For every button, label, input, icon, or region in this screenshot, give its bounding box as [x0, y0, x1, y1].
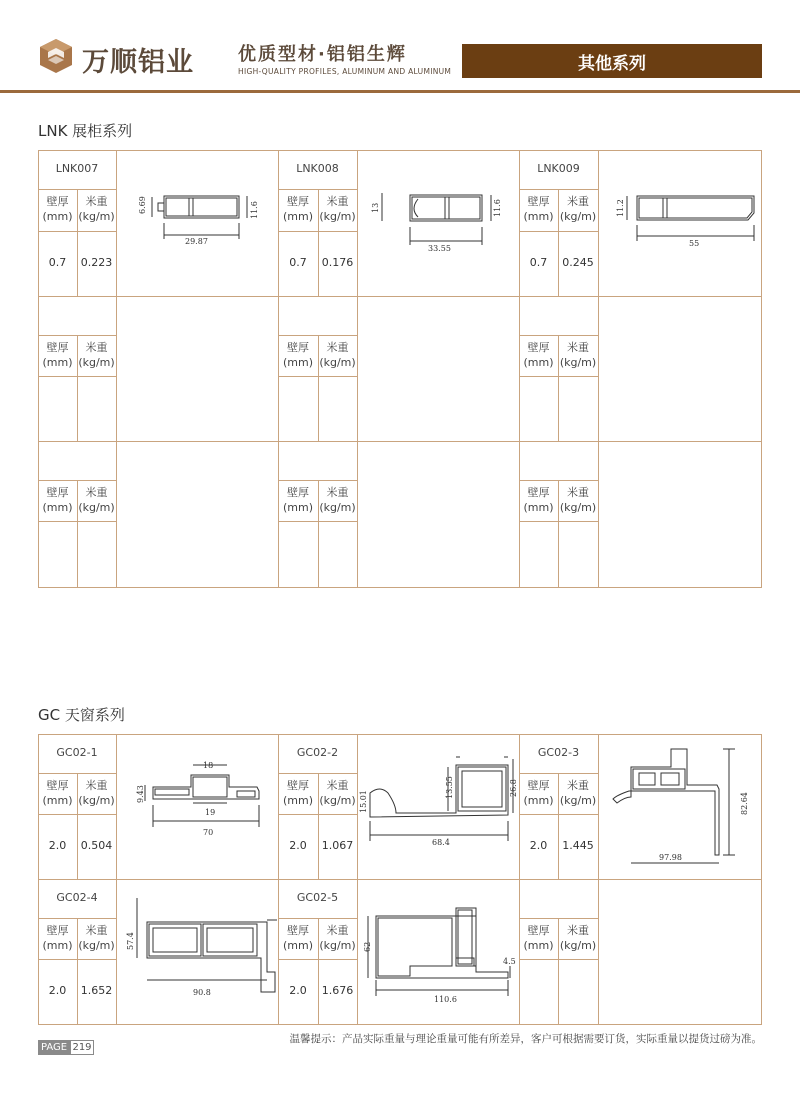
series-banner: 其他系列	[462, 44, 762, 78]
dimension-label: 13.55	[445, 776, 454, 799]
product-code: LNK008	[296, 162, 339, 176]
dimension-label: 57.4	[126, 932, 135, 950]
weight-header: 米重 (kg/m)	[78, 340, 115, 369]
thickness-header: 壁厚 (mm)	[42, 778, 73, 807]
gc02-5-profile-drawing	[358, 880, 519, 1024]
brand-logo-icon	[38, 38, 74, 74]
weight-header: 米重 (kg/m)	[559, 923, 597, 952]
dimension-label: 11.6	[493, 199, 502, 217]
thickness-header: 壁厚 (mm)	[282, 340, 313, 369]
gc02-3-profile-drawing	[599, 735, 761, 879]
weight-header: 米重 (kg/m)	[78, 923, 115, 952]
dimension-label: 70	[203, 828, 214, 837]
weight-header: 米重 (kg/m)	[559, 340, 597, 369]
footer-note: 温馨提示：产品实际重量与理论重量可能有所差异，客户可根据需要订货，实际重量以提货过磅为准。	[289, 1033, 762, 1045]
page-number: 219	[70, 1040, 94, 1055]
dimension-label: 19	[205, 808, 216, 817]
product-code: GC02-5	[296, 891, 339, 905]
product-code: LNK007	[55, 162, 99, 176]
lnk009-profile-drawing	[599, 151, 761, 296]
lnk007-profile-drawing	[117, 151, 278, 296]
weight-value: 0.176	[321, 256, 354, 270]
weight-value: 1.445	[562, 839, 594, 853]
thickness-header: 壁厚 (mm)	[523, 923, 554, 952]
weight-header: 米重 (kg/m)	[78, 195, 115, 223]
gc02-1-profile-drawing	[117, 735, 278, 879]
product-code: GC02-2	[296, 746, 339, 760]
dimension-label: 29.87	[185, 237, 208, 246]
thickness-value: 2.0	[289, 984, 307, 998]
dimension-label: 97.98	[659, 853, 682, 862]
thickness-value: 0.7	[48, 256, 67, 270]
thickness-header: 壁厚 (mm)	[523, 485, 554, 514]
dimension-label: 68.4	[432, 838, 450, 847]
dimension-label: 11.6	[250, 201, 259, 219]
dimension-label: 33.55	[428, 244, 451, 253]
dimension-label: 4.5	[503, 957, 516, 966]
thickness-header: 壁厚 (mm)	[523, 195, 554, 223]
product-code: GC02-3	[537, 746, 580, 760]
thickness-header: 壁厚 (mm)	[42, 485, 73, 514]
weight-value: 0.245	[562, 256, 594, 270]
weight-header: 米重 (kg/m)	[78, 778, 115, 807]
weight-value: 1.067	[321, 839, 354, 853]
thickness-header: 壁厚 (mm)	[42, 195, 73, 223]
dimension-label: 110.6	[434, 995, 457, 1004]
gc02-4-profile-drawing	[117, 880, 278, 1024]
dimension-label: 11.2	[616, 199, 625, 217]
page-label: PAGE	[38, 1040, 70, 1055]
product-code: LNK009	[537, 162, 580, 176]
weight-header: 米重 (kg/m)	[319, 485, 356, 514]
thickness-header: 壁厚 (mm)	[282, 195, 313, 223]
dimension-label: 6.69	[138, 196, 147, 214]
product-code: GC02-4	[56, 891, 98, 905]
dimension-label: 82.64	[740, 792, 749, 815]
thickness-header: 壁厚 (mm)	[42, 923, 73, 952]
dimension-label: 62	[363, 941, 372, 952]
dimension-label: 15.01	[359, 790, 368, 813]
weight-header: 米重 (kg/m)	[319, 195, 356, 223]
thickness-value: 0.7	[289, 256, 307, 270]
dimension-label: 13	[371, 202, 380, 213]
thickness-value: 2.0	[48, 984, 67, 998]
lnk008-profile-drawing	[358, 151, 519, 296]
weight-value: 1.676	[321, 984, 354, 998]
slogan: 优质型材·铝铝生辉	[238, 44, 407, 65]
thickness-header: 壁厚 (mm)	[523, 778, 554, 807]
dimension-label: 90.8	[193, 988, 211, 997]
thickness-value: 0.7	[529, 256, 548, 270]
thickness-header: 壁厚 (mm)	[42, 340, 73, 369]
weight-header: 米重 (kg/m)	[319, 778, 356, 807]
weight-header: 米重 (kg/m)	[559, 485, 597, 514]
weight-header: 米重 (kg/m)	[319, 923, 356, 952]
brand-name: 万顺铝业	[82, 47, 194, 78]
gc02-2-profile-drawing	[358, 735, 519, 879]
slogan-english: HIGH-QUALITY PROFILES, ALUMINUM AND ALUMINUM	[238, 67, 452, 76]
weight-header: 米重 (kg/m)	[319, 340, 356, 369]
header-divider	[0, 90, 800, 93]
weight-header: 米重 (kg/m)	[78, 485, 115, 514]
thickness-header: 壁厚 (mm)	[523, 340, 554, 369]
weight-value: 0.223	[80, 256, 113, 270]
thickness-header: 壁厚 (mm)	[282, 778, 313, 807]
gc-section-title: GC 天窗系列	[38, 706, 125, 724]
weight-value: 0.504	[80, 839, 113, 853]
weight-header: 米重 (kg/m)	[559, 778, 597, 807]
dimension-label: 55	[689, 239, 700, 248]
dimension-label: 26.8	[509, 779, 518, 797]
dimension-label: 9.43	[136, 785, 145, 803]
thickness-header: 壁厚 (mm)	[282, 923, 313, 952]
thickness-value: 2.0	[48, 839, 67, 853]
thickness-header: 壁厚 (mm)	[282, 485, 313, 514]
product-code: GC02-1	[56, 746, 98, 760]
lnk-section-title: LNK 展柜系列	[38, 122, 133, 140]
dimension-label: 18	[203, 761, 214, 770]
weight-value: 1.652	[80, 984, 113, 998]
thickness-value: 2.0	[529, 839, 548, 853]
thickness-value: 2.0	[289, 839, 307, 853]
weight-header: 米重 (kg/m)	[559, 195, 597, 223]
